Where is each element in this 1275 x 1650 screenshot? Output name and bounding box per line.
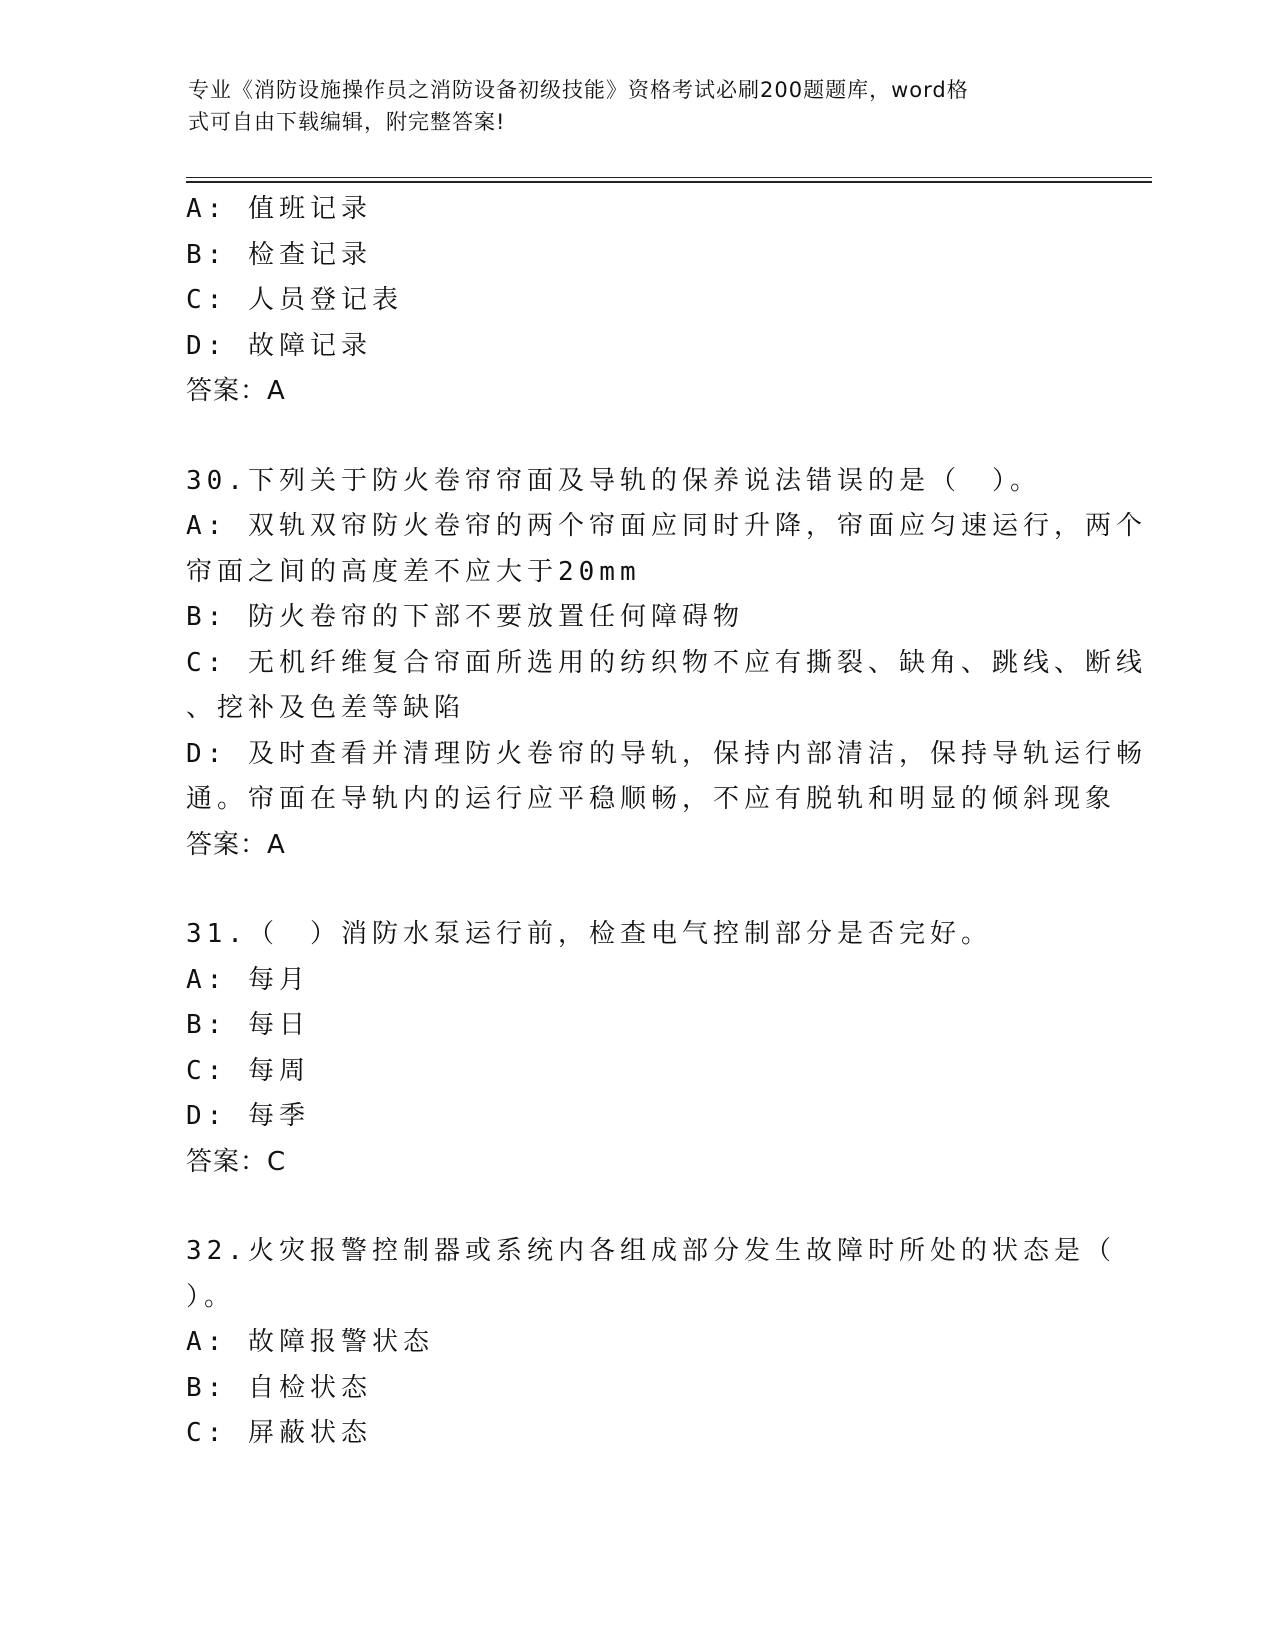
option-d: D: 及时查看并清理防火卷帘的导轨，保持内部清洁，保持导轨运行畅 [186, 738, 1147, 769]
question-gap [186, 1185, 1086, 1229]
question-gap [186, 415, 1086, 459]
question-text: 32.火灾报警控制器或系统内各组成部分发生故障时所处的状态是（ [186, 1236, 1116, 1266]
option-c: C: 屏蔽状态 [186, 1418, 372, 1448]
question-list [186, 187, 1147, 1457]
question-text: 30.下列关于防火卷帘帘面及导轨的保养说法错误的是（ ）。 [186, 465, 1041, 496]
option-c: C: 人员登记表 [186, 285, 403, 315]
header-divider-thin [186, 177, 1152, 178]
option-a: A: 故障报警状态 [186, 1327, 434, 1357]
option-d: D: 每季 [186, 1101, 310, 1131]
document-header [188, 74, 1078, 138]
option-b: B: 检查记录 [186, 239, 372, 270]
option-a-continued: 帘面之间的高度差不应大于20mm [186, 556, 641, 587]
question-29-continued [186, 187, 1086, 415]
answer-line: 答案：C [186, 1146, 287, 1177]
option-b: B: 自检状态 [186, 1372, 372, 1403]
option-a: A: 双轨双帘防火卷帘的两个帘面应同时升降，帘面应匀速运行，两个 [186, 511, 1147, 541]
question-text: 31.（ ）消防水泵运行前，检查电气控制部分是否完好。 [186, 919, 992, 949]
answer-line: 答案：A [186, 829, 286, 860]
header-line-2: 式可自由下载编辑，附完整答案! [188, 110, 506, 134]
option-c: C: 无机纤维复合帘面所选用的纺织物不应有撕裂、缺角、跳线、断线 [186, 647, 1147, 678]
question-32 [186, 1229, 1116, 1457]
option-d-continued: 通。帘面在导轨内的运行应平稳顺畅，不应有脱轨和明显的倾斜现象 [186, 784, 1117, 814]
header-line-1: 专业《消防设施操作员之消防设备初级技能》资格考试必刷200题题库，word格 [188, 78, 969, 102]
option-d: D: 故障记录 [186, 330, 372, 361]
option-b: B: 防火卷帘的下部不要放置任何障碍物 [186, 602, 744, 632]
option-a: A: 每月 [186, 964, 310, 995]
question-31 [186, 912, 1086, 1185]
answer-line: 答案：A [186, 376, 286, 406]
option-b: B: 每日 [186, 1010, 310, 1040]
option-a: A: 值班记录 [186, 194, 372, 224]
question-30 [186, 459, 1147, 869]
question-gap [186, 868, 1086, 912]
option-c-continued: 、挖补及色差等缺陷 [186, 693, 466, 723]
option-c: C: 每周 [186, 1055, 310, 1086]
question-text-continued: ）。 [186, 1281, 236, 1312]
header-divider-thick [186, 181, 1152, 183]
